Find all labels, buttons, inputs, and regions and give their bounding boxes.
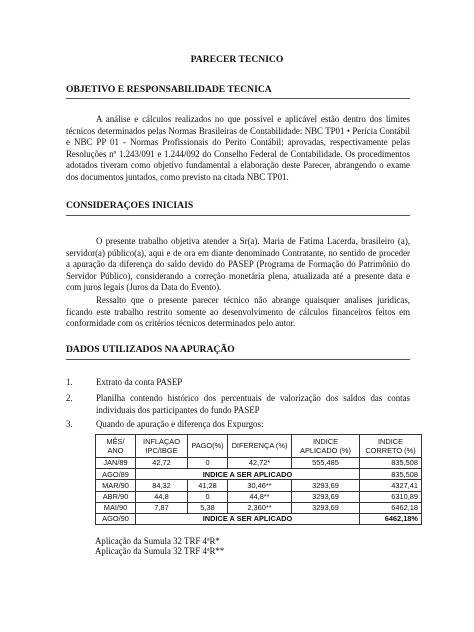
column-header: MÊS/ ANO xyxy=(96,435,136,458)
cell-correto: 6310,89 xyxy=(360,491,422,502)
list-number: 3. xyxy=(66,419,73,429)
list-item xyxy=(66,393,410,417)
footnote-sumula-1: Aplicação da Sumula 32 TRF 4ªR* xyxy=(95,536,220,546)
table-row xyxy=(96,480,422,491)
section-divider xyxy=(66,215,410,216)
column-header: PAGO(%) xyxy=(188,435,228,458)
paragraph-objetivo: A análise e cálculos realizados no que possível e aplicável estão dentro dos limites técnicos determinados pelas Normas Brasileiras de Contabilidade: NBC TP01 • Perícia Contábil e NBC PP 01 - Normas Profissionais do Perito Contábil; aprovadas, respectivamente pelas Resoluções nº 1.243/091 e 1.244/092 do Conselho Federal de Contabilidade. Os procedimentos adotados tiveram como objetivo fundamental a elaboração deste Parecer, abrangendo o exame dos documentos juntados, como previsto na citada NBC TP01. xyxy=(66,114,410,182)
column-header: DIFERENÇA (%) xyxy=(228,435,292,458)
list-number: 1. xyxy=(66,377,73,387)
cell-pago: 41,28 xyxy=(188,480,228,491)
list-text: Planilha contendo histórico dos percentuais de valorização dos saldos das contas individuais dos participantes do fundo PASEP xyxy=(96,393,410,415)
cell-inflacao: 7,87 xyxy=(136,502,188,513)
cell-aplicado: 555,485 xyxy=(292,458,360,469)
page-title: PARECER TECNICO xyxy=(190,54,284,65)
cell-inflacao: 44,8 xyxy=(136,491,188,502)
cell-mes: JAN/89 xyxy=(96,458,136,469)
table-row xyxy=(96,491,422,502)
column-header: INFLAÇAO IPC/IBGE xyxy=(136,435,188,458)
table-header-row xyxy=(96,435,422,458)
section-heading-objetivo: OBJETIVO E RESPONSABILIDADE TECNICA xyxy=(66,84,272,95)
section-divider xyxy=(66,359,410,360)
cell-aplicado: 3293,69 xyxy=(292,502,360,513)
cell-correto: 835,508 xyxy=(360,469,422,480)
table-row xyxy=(96,469,422,480)
cell-pago: 5,38 xyxy=(188,502,228,513)
cell-indice-label: INDICE A SER APLICADO xyxy=(136,513,360,524)
cell-mes: ABR/90 xyxy=(96,491,136,502)
cell-diferenca: 44,8** xyxy=(228,491,292,502)
cell-aplicado: 3293,69 xyxy=(292,480,360,491)
cell-diferenca: 42,72* xyxy=(228,458,292,469)
cell-correto: 4327,41 xyxy=(360,480,422,491)
cell-pago: 0 xyxy=(188,458,228,469)
table-row xyxy=(96,502,422,513)
paragraph-consideracoes-1: O presente trabalho objetiva atender a Sr(a). Maria de Fatima Lacerda, brasileiro (a), servidor(a) público(a), aqui e de ora em diante denominado Contratante, no sentido de proceder a apuração da diferença do saldo devido do PASEP (Programa de Formação do Patrimônio do Servidor Público), considerando a correção monetária plena, atualizada até a presente data e com juros legais (Juros da Data do Evento). xyxy=(66,236,410,292)
cell-mes: MAI/90 xyxy=(96,502,136,513)
cell-diferenca: 30,46** xyxy=(228,480,292,491)
cell-mes: AGO/89 xyxy=(96,469,136,480)
column-header: INDICE CORRETO (%) xyxy=(360,435,422,458)
cell-correto: 835,508 xyxy=(360,458,422,469)
section-divider xyxy=(66,98,410,99)
table-row xyxy=(96,513,422,524)
list-item xyxy=(66,377,410,389)
section-heading-dados: DADOS UTILIZADOS NA APURAÇÃO xyxy=(66,344,235,355)
section-heading-consideracoes: CONSIDERAÇOES INICIAIS xyxy=(66,200,194,211)
list-item xyxy=(66,419,410,431)
cell-inflacao: 42,72 xyxy=(136,458,188,469)
list-text: Extrato da conta PASEP xyxy=(96,377,183,387)
cell-correto: 6462,18 xyxy=(360,502,422,513)
expurgos-table xyxy=(95,434,422,525)
cell-mes: AGO/90 xyxy=(96,513,136,524)
cell-inflacao: 84,32 xyxy=(136,480,188,491)
list-number: 2. xyxy=(66,393,73,403)
list-text: Quando de apuração e diferença dos Expurgos: xyxy=(96,419,264,429)
cell-aplicado: 3293,69 xyxy=(292,491,360,502)
table-row xyxy=(96,458,422,469)
cell-pago: 0 xyxy=(188,491,228,502)
paragraph-consideracoes-2: Ressalto que o presente parecer técnico não abrange quaisquer analises jurídicas, ficando este trabalho restrito somente ao desenvolvimento de cálculos financeiros feitos em conformidade com os critérios técnicos determinados pelo autor. xyxy=(66,295,410,328)
cell-diferenca: 2,360** xyxy=(228,502,292,513)
column-header: INDICE APLICADO (%) xyxy=(292,435,360,458)
cell-indice-label: INDICE A SER APLICADO xyxy=(136,469,360,480)
cell-correto: 6462,18% xyxy=(360,513,422,524)
cell-mes: MAR/90 xyxy=(96,480,136,491)
footnote-sumula-2: Aplicação da Sumula 32 TRF 4ªR** xyxy=(95,546,225,556)
